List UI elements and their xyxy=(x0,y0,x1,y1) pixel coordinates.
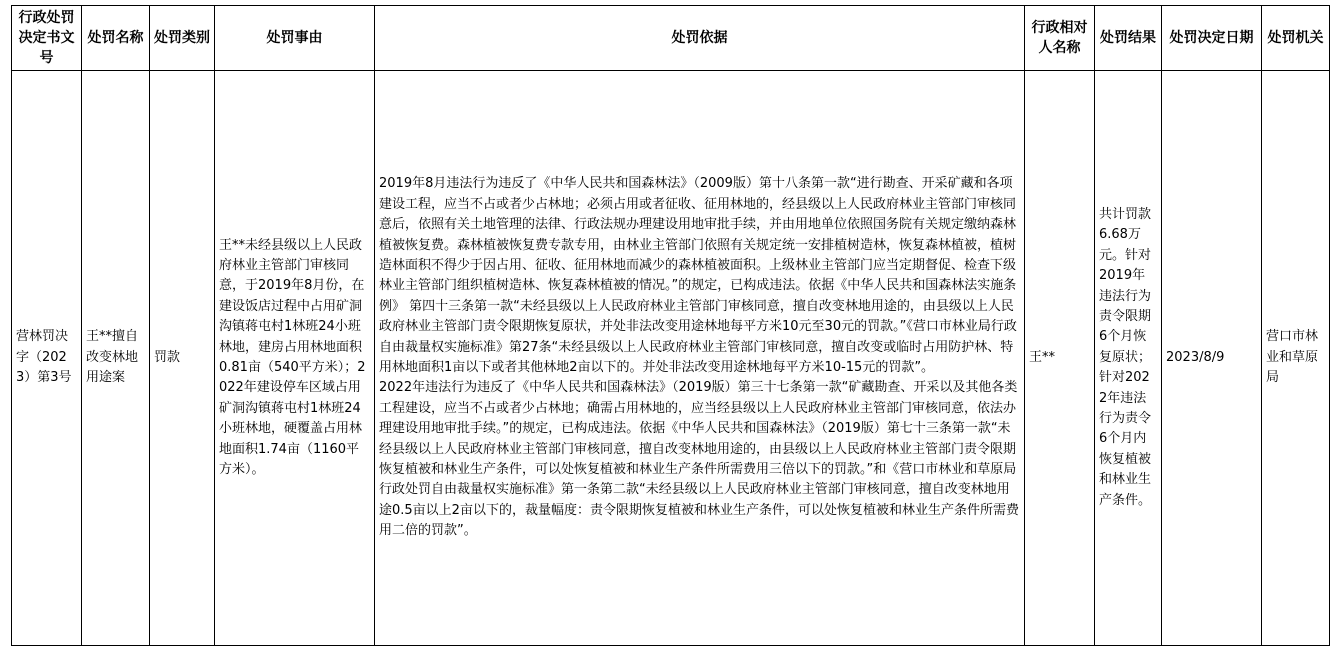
cell-penalty-name: 王**擅自改变林地用途案 xyxy=(82,71,150,646)
header-penalty-result: 处罚结果 xyxy=(1095,6,1162,71)
cell-penalty-result: 共计罚款6.68万元。针对2019年违法行为责令限期6个月恢复原状；针对2022年违法行为责令6个月内恢复植被和林业生产条件。 xyxy=(1095,71,1162,646)
cell-penalty-basis xyxy=(375,71,1025,646)
basis-paragraph-2022: 2022年违法行为违反了《中华人民共和国森林法》（2019版）第三十七条第一款“矿藏勘查、开采以及其他各类工程建设，应当不占或者少占林地；确需占用林地的，应当经县级以上人民政府林业主管部门审核同意，依法办理建设用地审批手续。”的规定，已构成违法。依据《中华人民共和国森林法》（2019版）第七十三条第一款“未经县级以上人民政府林业主管部门审核同意，擅自改变林地用途的，由县级以上人民政府林业主管部门责令限期恢复植被和林业生产条件，可以处恢复植被和林业生产条件所需费用三倍以下的罚款。”和《营口市林业和草原局行政处罚自由裁量权实施标准》第一条第二款“未经县级以上人民政府林业主管部门审核同意，擅自改变林地用途0.5亩以上2亩以下的，裁量幅度：责令限期恢复植被和林业生产条件，可以处恢复植被和林业生产条件所需费用二倍的罚款”。 xyxy=(379,380,1019,539)
header-row xyxy=(12,6,1330,71)
cell-authority: 营口市林业和草原局 xyxy=(1262,71,1330,646)
header-penalty-name: 处罚名称 xyxy=(82,6,150,71)
cell-party-name: 王** xyxy=(1025,71,1095,646)
penalty-table xyxy=(11,5,1330,646)
cell-decision-date: 2023/8/9 xyxy=(1162,71,1262,646)
cell-penalty-reason: 王**未经县级以上人民政府林业主管部门审核同意，于2019年8月份，在建设饭店过程中占用矿洞沟镇蒋屯村1林班24小班林地，建房占用林地面积0.81亩（540平方米）；2022年建设停车区域占用矿洞沟镇蒋屯村1林班24小班林地，硬覆盖占用林地面积1.74亩（1160平方米）。 xyxy=(215,71,375,646)
header-penalty-basis: 处罚依据 xyxy=(375,6,1025,71)
header-doc-no: 行政处罚决定书文号 xyxy=(12,6,82,71)
header-penalty-category: 处罚类别 xyxy=(150,6,215,71)
cell-penalty-category: 罚款 xyxy=(150,71,215,646)
header-authority: 处罚机关 xyxy=(1262,6,1330,71)
header-penalty-reason: 处罚事由 xyxy=(215,6,375,71)
header-party-name: 行政相对人名称 xyxy=(1025,6,1095,71)
basis-paragraph-2019: 2019年8月违法行为违反了《中华人民共和国森林法》（2009版）第十八条第一款“进行勘查、开采矿藏和各项建设工程，应当不占或者少占林地；必须占用或者征收、征用林地的，经县级以上人民政府林业主管部门审核同意后，依照有关土地管理的法律、行政法规办理建设用地审批手续，并由用地单位依照国务院有关规定缴纳森林植被恢复费。森林植被恢复费专款专用，由林业主管部门依照有关规定统一安排植树造林，恢复森林植被，植树造林面积不得少于因占用、征收、征用林地而减少的森林植被面积。上级林业主管部门应当定期督促、检查下级林业主管部门组织植树造林、恢复森林植被的情况。”的规定，已构成违法。依据《中华人民共和国森林法实施条例》 第四十三条第一款“未经县级以上人民政府林业主管部门审核同意，擅自改变林地用途的，由县级以上人民政府林业主管部门责令限期恢复原状，并处非法改变用途林地每平方米10元至30元的罚款。”《营口市林业局行政自由裁量权实施标准》第27条“未经县级以上人民政府林业主管部门审核同意，擅自改变或临时占用防护林、特用林地面积1亩以下或者其他林地2亩以下的。并处非法改变用途林地每平方米10-15元的罚款”。 xyxy=(379,176,1017,375)
header-decision-date: 处罚决定日期 xyxy=(1162,6,1262,71)
table-row xyxy=(12,71,1330,646)
cell-doc-no: 营林罚决字（2023）第3号 xyxy=(12,71,82,646)
